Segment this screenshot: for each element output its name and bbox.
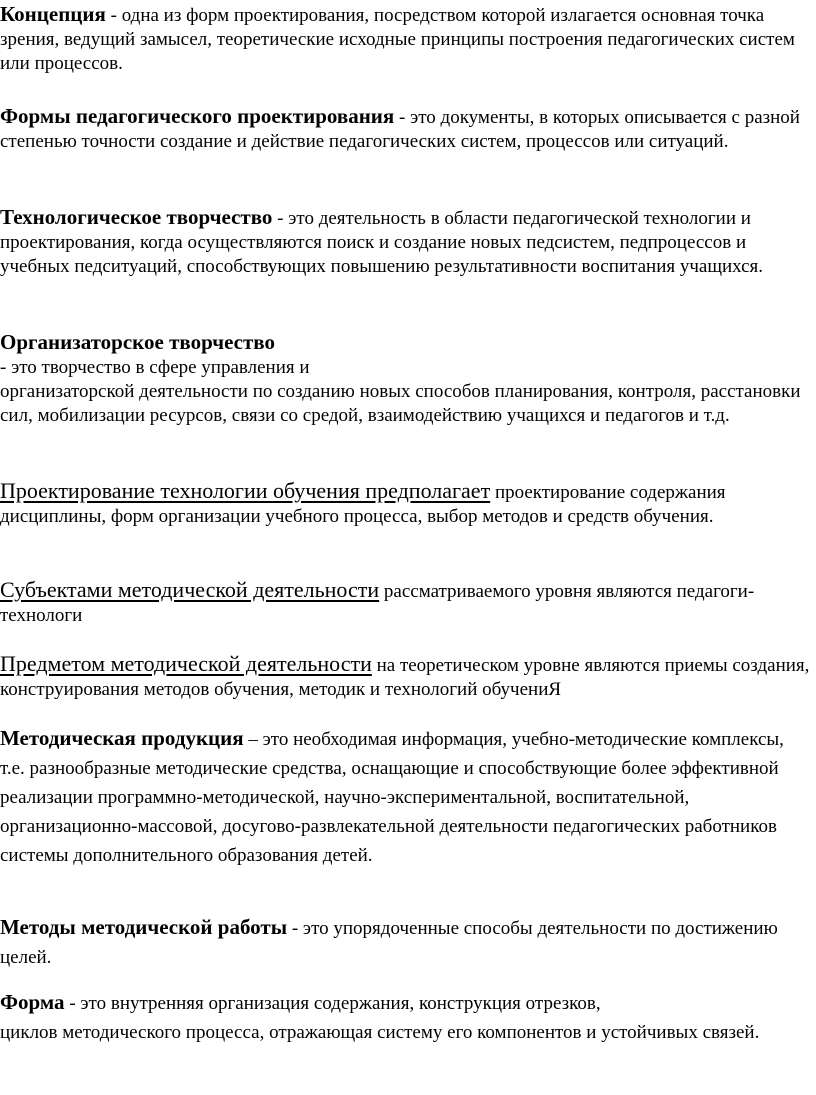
term-subject-matter: Предметом методической деятельности [0, 651, 372, 676]
definition-concept [0, 2, 812, 76]
definition-org-creativity-line2: - это творчество в сфере управления и [0, 357, 310, 378]
term-form: Форма [0, 990, 65, 1014]
definition-work-methods-text: - это упорядоченные способы деятельности по достижению целей. [0, 918, 778, 968]
term-work-methods: Методы методической работы [0, 915, 288, 939]
definition-tech-design-text: проектирование содержания дисциплины, форм организации учебного процесса, выбор методов и средств обучения. [0, 482, 726, 527]
term-org-creativity: Организаторское творчество [0, 330, 275, 354]
definition-subjects [0, 578, 812, 628]
definition-tech-creativity [0, 205, 812, 279]
term-tech-design: Проектирование технологии обучения предполагает [0, 478, 491, 503]
definition-work-methods [0, 913, 812, 972]
definition-form [0, 988, 812, 1047]
definition-tech-creativity-text: - это деятельность в области педагогической технологии и проектирования, когда осуществляются поиск и создание новых педсистем, педпроцессов и учебных педситуаций, способствующих повышению результативности воспитания учащихся. [0, 208, 764, 277]
definition-method-products [0, 724, 812, 870]
definition-method-products-text: – это необходимая информация, учебно-методические комплексы, т.е. разнообразные методические средства, оснащающие и способствующие более эффективной реализации программно-методической, научно-экспериментальной, воспитательной, организационно-массовой, досугово-развлекательной деятельности педагогических работников системы дополнительного образования детей. [0, 729, 784, 866]
definition-concept-text: - одна из форм проектирования, посредством которой излагается основная точка зрения, ведущий замысел, теоретические исходные принципы построения педагогических систем или процессов. [0, 5, 795, 74]
definition-subject-matter [0, 652, 812, 702]
term-concept: Концепция [0, 2, 106, 26]
definition-design-forms-text: - это документы, в которых описывается с разной степенью точности создание и действие педагогических систем, процессов или ситуаций. [0, 107, 800, 152]
term-design-forms: Формы педагогического проектирования [0, 104, 395, 128]
definition-org-creativity-text: организаторской деятельности по созданию новых способов планирования, контроля, расстановки сил, мобилизации ресурсов, связи со средой, взаимодействию учащихся и педагогов и т.д. [0, 381, 801, 426]
definition-subject-matter-text: на теоретическом уровне являются приемы создания, конструирования методов обучения, методик и технологий обучениЯ [0, 655, 810, 700]
definition-form-text: - это внутренняя организация содержания, конструкция отрезков, [64, 993, 601, 1014]
definition-tech-design [0, 479, 812, 529]
definition-design-forms [0, 104, 812, 154]
definition-form-text-2: циклов методического процесса, отражающая систему его компонентов и устойчивых связей. [0, 1022, 760, 1043]
definition-org-creativity [0, 330, 812, 428]
definition-subjects-text: рассматриваемого уровня являются педагоги-технологи [0, 581, 755, 626]
term-tech-creativity: Технологическое творчество [0, 205, 273, 229]
term-method-products: Методическая продукция [0, 726, 244, 750]
term-subjects: Субъектами методической деятельности [0, 577, 380, 602]
